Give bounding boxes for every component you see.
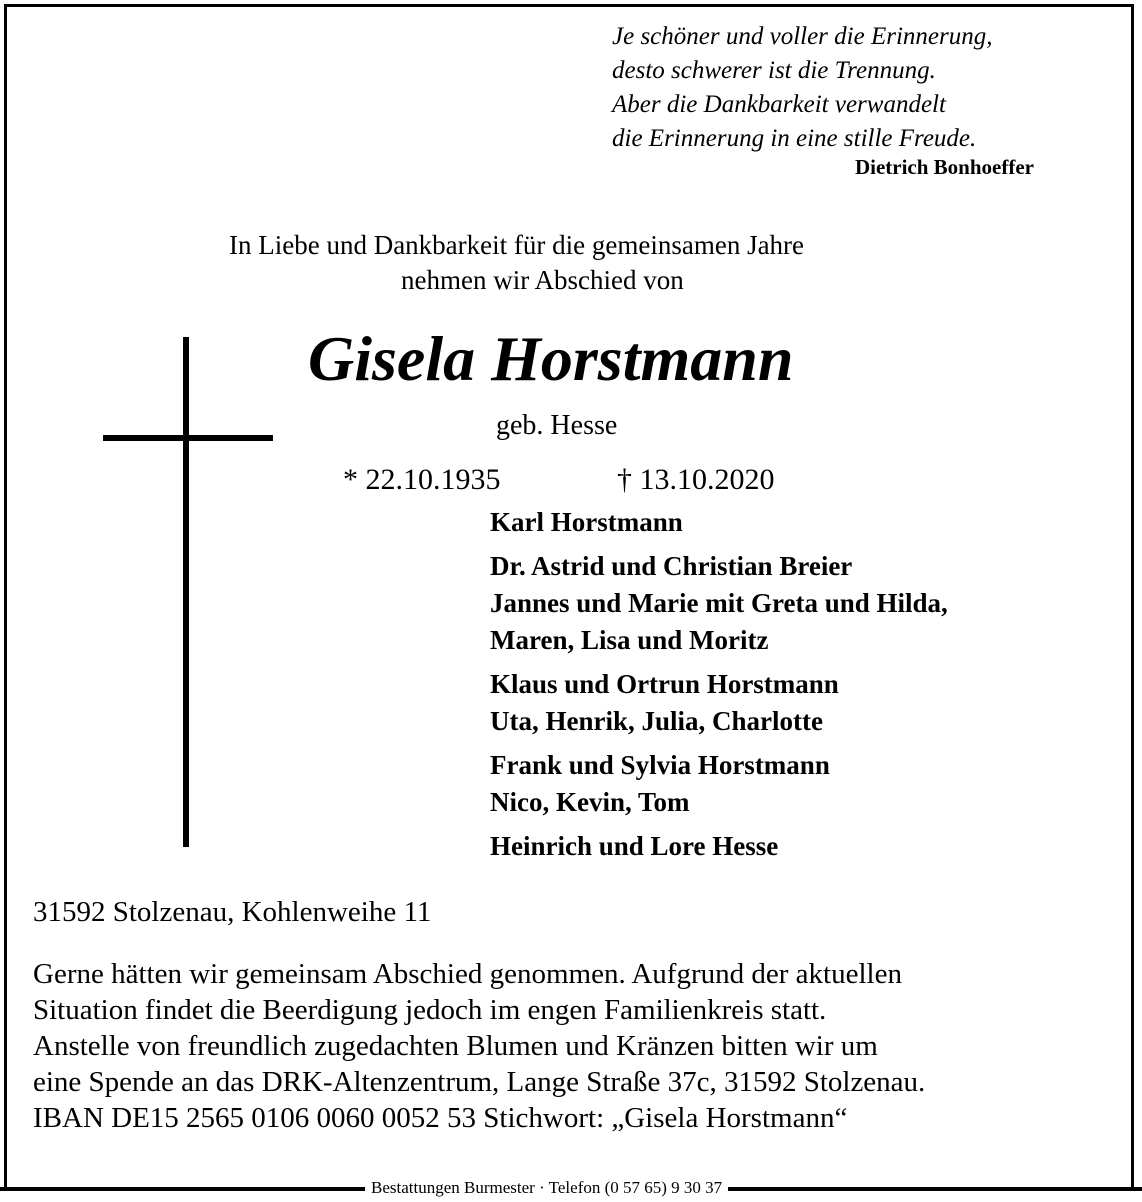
quote-line: desto schwerer ist die Trennung. [612, 57, 936, 84]
deceased-name: Gisela Horstmann [308, 323, 794, 394]
notice-line: Situation findet die Beerdigung jedoch im engen Familienkreis statt. [33, 994, 827, 1026]
quote-author: Dietrich Bonhoeffer [854, 155, 1034, 179]
quote-line: die Erinnerung in eine stille Freude. [612, 125, 977, 152]
notice-line: Gerne hätten wir gemeinsam Abschied genommen. Aufgrund der aktuellen [33, 958, 902, 990]
quote-line: Je schöner und voller die Erinnerung, [612, 23, 993, 50]
quote-line: Aber die Dankbarkeit verwandelt [612, 91, 946, 118]
mourner-line: Nico, Kevin, Tom [490, 787, 690, 817]
mourner-group [490, 828, 948, 865]
intro-line-2: nehmen wir Abschied von [401, 265, 684, 295]
mourner-line: Heinrich und Lore Hesse [490, 831, 779, 861]
mourner-group [490, 666, 948, 740]
notice-line: eine Spende an das DRK-Altenzentrum, Lange Straße 37c, 31592 Stolzenau. [33, 1066, 926, 1098]
death-date: † 13.10.2020 [617, 463, 775, 496]
mourner-line: Uta, Henrik, Julia, Charlotte [490, 706, 823, 736]
cross-icon [183, 337, 189, 847]
maiden-name: geb. Hesse [496, 410, 618, 441]
intro-line-1: In Liebe und Dankbarkeit für die gemeinsamen Jahre [229, 230, 805, 260]
mourner-line: Dr. Astrid und Christian Breier [490, 551, 853, 581]
mourners-list [490, 504, 948, 872]
notice-text [33, 956, 925, 1136]
footer-text: Bestattungen Burmester · Telefon (0 57 65) 9 30 37 [365, 1178, 728, 1198]
cross-icon-bar [103, 435, 273, 441]
mourner-group [490, 747, 948, 821]
mourner-line: Frank und Sylvia Horstmann [490, 750, 830, 780]
address: 31592 Stolzenau, Kohlenweihe 11 [33, 896, 432, 928]
mourner-line: Maren, Lisa und Moritz [490, 625, 769, 655]
birth-date: * 22.10.1935 [343, 463, 501, 496]
notice-line: Anstelle von freundlich zugedachten Blumen und Kränzen bitten wir um [33, 1030, 878, 1062]
notice-line: IBAN DE15 2565 0106 0060 0052 53 Stichwort: „Gisela Horstmann“ [33, 1102, 848, 1134]
mourner-group [490, 504, 948, 541]
mourner-line: Klaus und Ortrun Horstmann [490, 669, 839, 699]
footer [0, 1178, 1142, 1202]
mourner-line: Jannes und Marie mit Greta und Hilda, [490, 588, 948, 618]
mourner-line: Karl Horstmann [490, 507, 683, 537]
mourner-group [490, 548, 948, 659]
bonhoeffer-quote [612, 20, 1042, 156]
